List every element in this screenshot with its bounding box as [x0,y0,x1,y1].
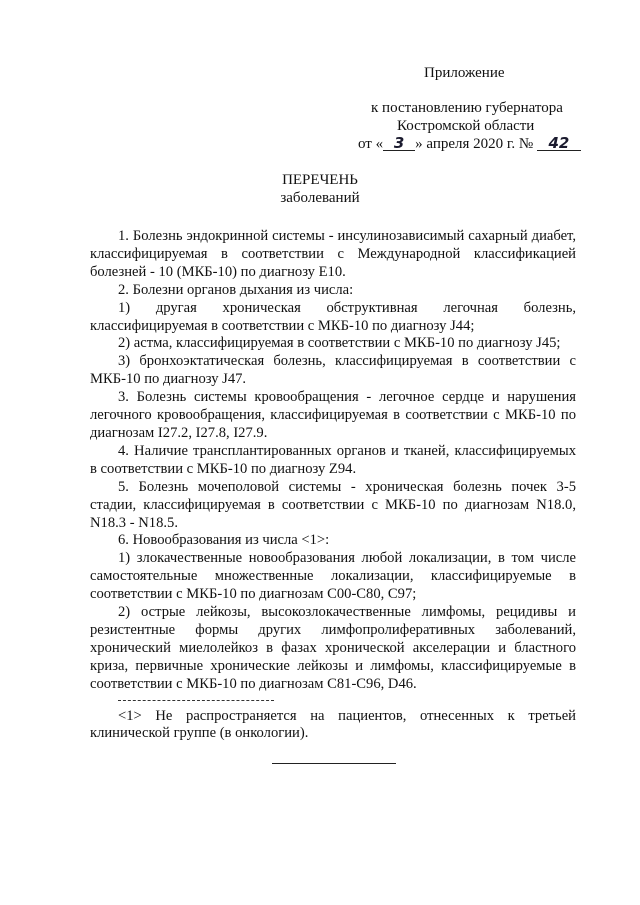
paragraph: 5. Болезнь мочеполовой системы - хроническая болезнь почек 3-5 стадии, классифицируемая в соответствии с МКБ-10 по диагнозам N18.0, N18.3 - N18.5. [90,478,576,531]
paragraph: 1. Болезнь эндокринной системы - инсулинозависимый сахарный диабет, классифицируемая в соответствии с Международной классификацией болезней - 10 (МКБ-10) по диагнозу E10. [90,228,576,280]
footnote: <1> Не распространяется на пациентов, отнесенных к третьей клинической группе (в онкологии). [90,707,576,742]
handwritten-day: 3 [383,136,415,151]
document-subtitle: заболеваний [280,190,360,206]
paragraph: 3. Болезнь системы кровообращения - легочное сердце и нарушения легочного кровообращения, классифицируемая в соответствии с МКБ-10 по диагнозам I27.2, I27.8, I27.9. [90,389,576,441]
paragraph: 3) бронхоэктатическая болезнь, классифицируемая в соответствии с МКБ-10 по диагнозу J47. [90,353,576,388]
paragraph: 4. Наличие трансплантированных органов и тканей, классифицируемых в соответствии с МКБ-10 по диагнозу Z94. [90,442,576,477]
paragraph: 1) другая хроническая обструктивная легочная болезнь, классифицируемая в соответствии с МКБ-10 по диагнозу J44; [90,299,576,334]
paragraph: 1) злокачественные новообразования любой локализации, в том числе самостоятельные множественные локализации, классифицируемые в соответствии с МКБ-10 по диагнозам C00-C80, C97; [90,550,576,603]
date-middle: » апреля 2020 г. № [415,136,534,152]
region-label: Костромской области [397,118,535,134]
date-prefix: от « [358,136,384,152]
paragraph: 2) острые лейкозы, высокозлокачественные лимфомы, рецидивы и резистентные формы других лимфопролиферативных заболеваний, хронический миелолейкоз в фазах хронической акселерации и бластного криза, первичные хронические лейкозы и лимфомы, классифицируемые в соответствии с МКБ-10 по диагнозам C81-C96, D46. [90,604,576,692]
paragraph: 6. Новообразования из числа <1>: [118,532,330,549]
paragraph: 2) астма, классифицируемая в соответствии с МКБ-10 по диагнозу J45; [118,335,561,352]
end-line [272,763,396,764]
appendix-label: Приложение [424,65,505,81]
paragraph: 2. Болезни органов дыхания из числа: [118,281,354,298]
handwritten-number: 42 [537,136,581,151]
document-title: ПЕРЕЧЕНЬ [282,172,358,188]
document-body [90,228,576,743]
resolution-label: к постановлению губернатора [371,100,563,116]
date-line [358,135,581,153]
footnote-separator [118,700,274,701]
